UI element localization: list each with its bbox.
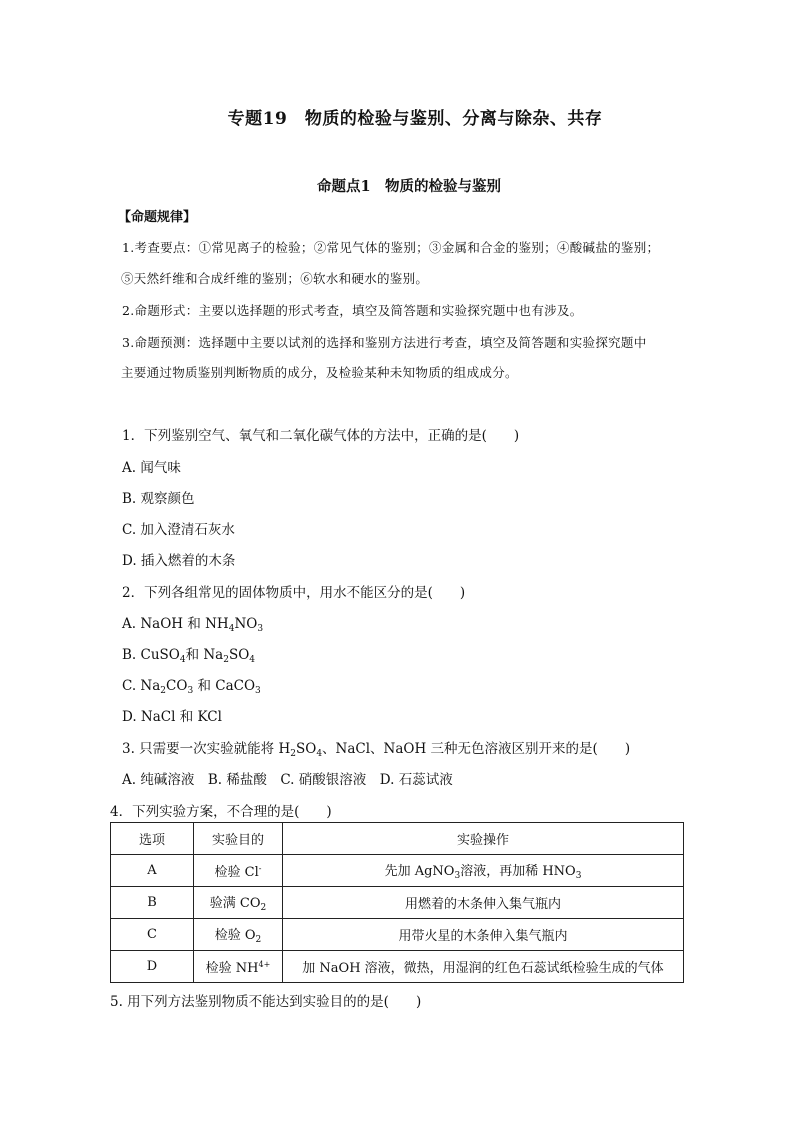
table-header-row bbox=[111, 823, 684, 855]
table-cell-operation: 先加 AgNO$_3$溶液，再加稀 $HNO_3$ bbox=[283, 855, 684, 887]
question-2-option-b: B. CuSO$_4$和 $Na_2SO_4$ bbox=[122, 647, 256, 665]
table-row bbox=[111, 919, 684, 951]
question-5-stem: 5. 用下列方法鉴别物质不能达到实验目的的是( ) bbox=[110, 994, 422, 1010]
question-1-option-a: A. 闻气味 bbox=[122, 460, 181, 476]
table-header: 实验目的 bbox=[194, 823, 283, 855]
table-row bbox=[111, 951, 684, 983]
question-1-option-b: B. 观察颜色 bbox=[122, 491, 195, 507]
question-1-stem: 1．下列鉴别空气、氧气和二氧化碳气体的方法中，正确的是( ) bbox=[122, 428, 520, 444]
table-cell-operation: 用燃着的木条伸入集气瓶内 bbox=[283, 887, 684, 919]
question-2-stem: 2．下列各组常见的固体物质中，用水不能区分的是( ) bbox=[122, 585, 466, 601]
rule-line: 主要通过物质鉴别判断物质的成分，及检验某种未知物质的组成成分。 bbox=[121, 365, 518, 380]
table-header: 实验操作 bbox=[283, 823, 684, 855]
rule-line: ⑤天然纤维和合成纤维的鉴别；⑥软水和硬水的鉴别。 bbox=[121, 271, 429, 286]
rule-line: 2.命题形式：主要以选择题的形式考查，填空及简答题和实验探究题中也有涉及。 bbox=[122, 303, 583, 318]
rules-heading: 【命题规律】 bbox=[118, 210, 197, 225]
question-2-option-d: D. NaCl 和 KCl bbox=[122, 709, 222, 725]
table-cell-goal: 检验 $NH^{4+}$ bbox=[194, 951, 283, 983]
table-cell-goal: 检验 $O_2$ bbox=[194, 919, 283, 951]
question-4-stem: 4．下列实验方案，不合理的是( ) bbox=[110, 804, 332, 820]
question-3-options: A. 纯碱溶液 B. 稀盐酸 C. 硝酸银溶液 D. 石蕊试液 bbox=[122, 772, 453, 788]
table-cell-goal: 验满 $CO_2$ bbox=[194, 887, 283, 919]
table-row bbox=[111, 855, 684, 887]
table-cell-option: C bbox=[111, 919, 194, 951]
page-title: 专题19 物质的检验与鉴别、分离与除杂、共存 bbox=[227, 109, 603, 129]
question-3-stem: 3. 只需要一次实验就能将 $H_2SO_4$、NaCl、NaOH 三种无色溶液区别开来的是( ) bbox=[122, 741, 631, 759]
question-2-option-c: C. $Na_2CO_3$ 和 CaCO$_3$ bbox=[122, 678, 261, 696]
table-cell-option: B bbox=[111, 887, 194, 919]
table-cell-goal: 检验 Cl- bbox=[194, 855, 283, 887]
question-1-option-c: C. 加入澄清石灰水 bbox=[122, 522, 235, 538]
section-title: 命题点1 物质的检验与鉴别 bbox=[316, 178, 502, 195]
rule-line: 3.命题预测：选择题中主要以试剂的选择和鉴别方法进行考查，填空及简答题和实验探究题中 bbox=[122, 335, 647, 350]
table-row bbox=[111, 887, 684, 919]
question-2-option-a: A. NaOH 和 $NH_4NO_3$ bbox=[122, 616, 264, 634]
rule-line: 1.考查要点：①常见离子的检验；②常见气体的鉴别；③金属和合金的鉴别；④酸碱盐的鉴别； bbox=[122, 240, 660, 255]
question-1-option-d: D. 插入燃着的木条 bbox=[122, 553, 236, 569]
table-header: 选项 bbox=[111, 823, 194, 855]
table-cell-option: D bbox=[111, 951, 194, 983]
table-cell-operation: 用带火星的木条伸入集气瓶内 bbox=[283, 919, 684, 951]
table-cell-operation: 加 NaOH 溶液，微热，用湿润的红色石蕊试纸检验生成的气体 bbox=[283, 951, 684, 983]
table-cell-option: A bbox=[111, 855, 194, 887]
question-4-table bbox=[110, 822, 684, 983]
